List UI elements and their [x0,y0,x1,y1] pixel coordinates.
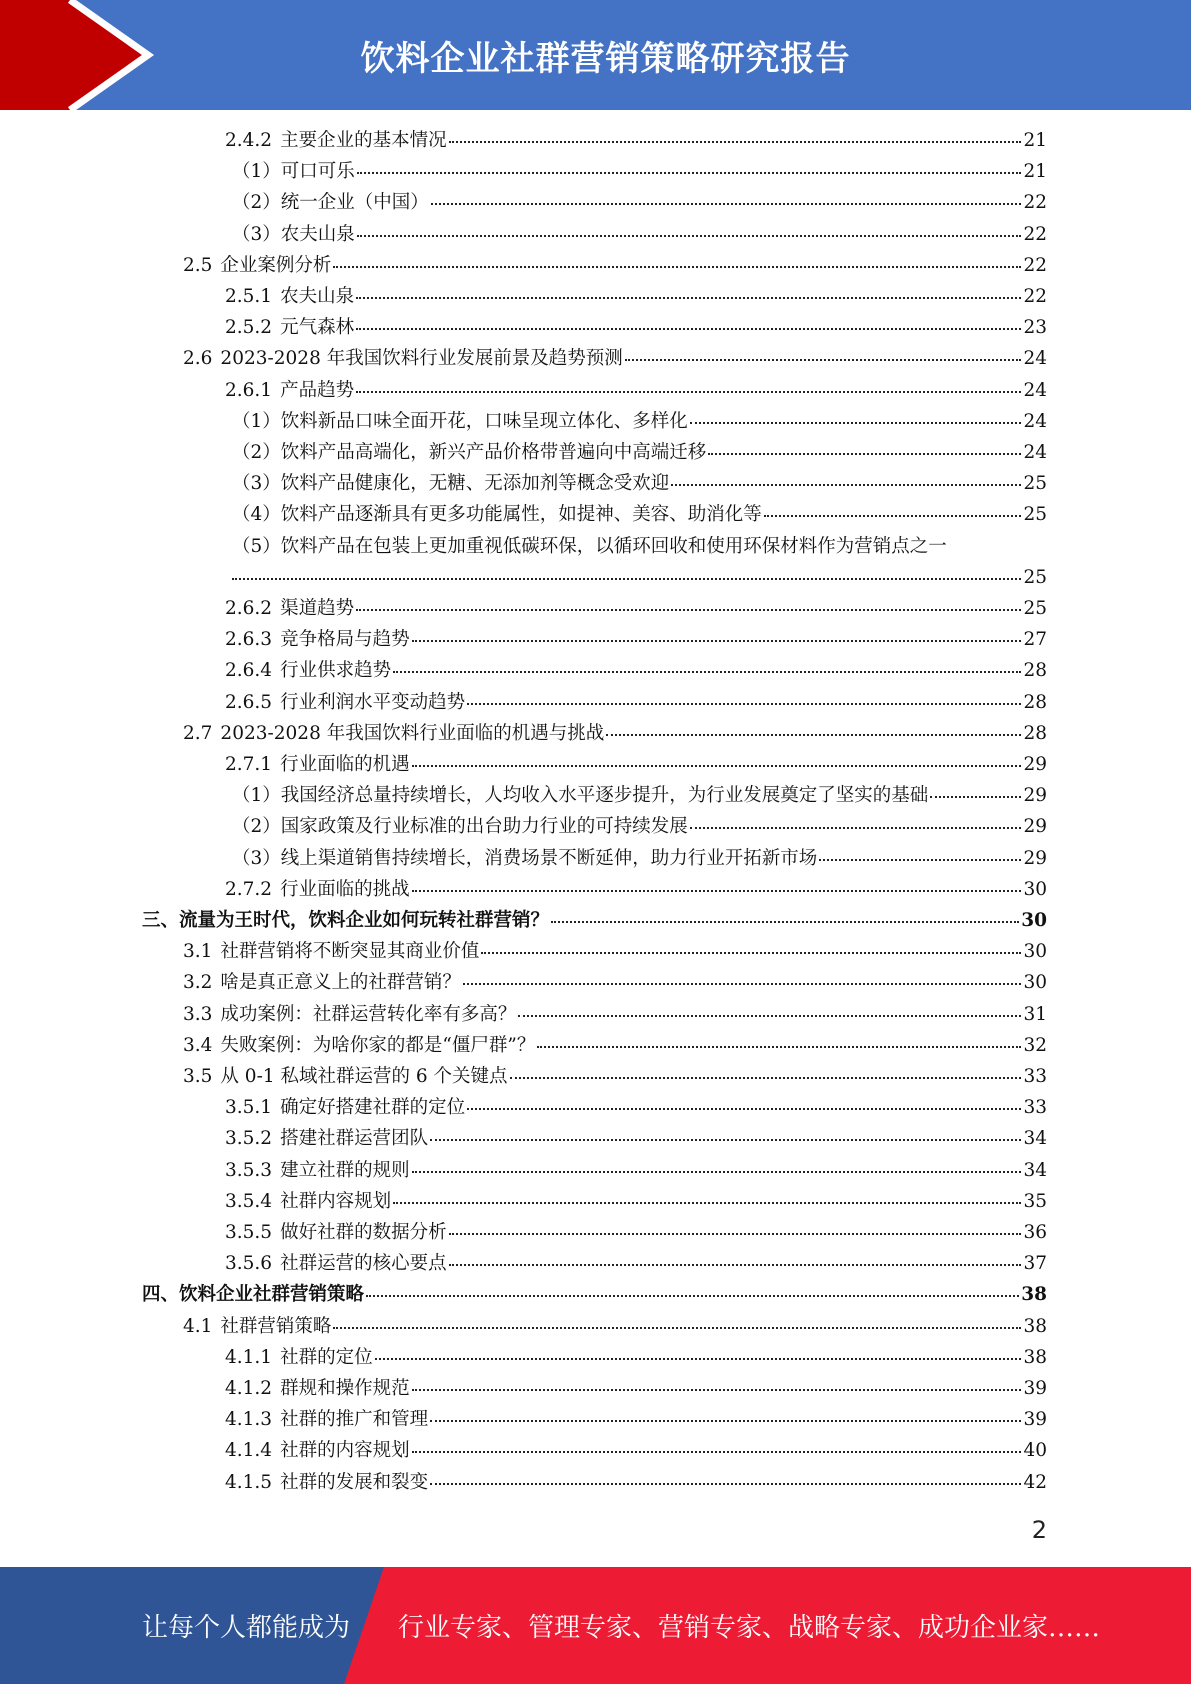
toc-leader-dots [412,1171,1022,1173]
toc-entry-title: （1）可口可乐 [232,161,355,183]
toc-entry-number: 3.5.5 [225,1222,273,1243]
toc-leader-dots [412,890,1022,892]
toc-entry[interactable] [225,1405,1047,1435]
toc-leader-dots [430,1139,1021,1141]
toc-entry[interactable] [225,625,1047,655]
toc-entry-number: 2.6.1 [225,379,273,401]
toc-leader-dots [671,484,1021,486]
toc-entry-page: 24 [1023,442,1047,463]
toc-entry-number: 3.4 [183,1034,213,1056]
toc-entry-number: 3.5.6 [225,1253,273,1275]
toc-entry-title: （3）农夫山泉 [232,223,355,245]
toc-entry-title: 农夫山泉 [280,286,355,307]
toc-entry-title: 从 0-1 私域社群运营的 6 个关键点 [220,1066,508,1087]
toc-entry-page: 39 [1023,1409,1047,1431]
toc-leader-dots [393,671,1021,673]
toc-entry-page: 25 [1023,473,1047,495]
toc-leader-dots [481,952,1021,954]
toc-entry-page: 22 [1023,286,1047,307]
toc-entry-page: 31 [1023,1003,1047,1025]
toc-leader-dots [930,796,1021,798]
toc-leader-dots [431,203,1022,205]
toc-entry-page: 33 [1023,1097,1047,1119]
toc-entry[interactable] [225,750,1047,780]
footer-slogan-left: 让每个人都能成为 [142,1613,351,1643]
toc-leader-dots [690,422,1022,424]
toc-entry-title: 社群的内容规划 [280,1440,410,1462]
toc-entry[interactable] [232,220,1047,250]
toc-leader-dots [764,515,1022,517]
toc-entry-title: 2023-2028 年我国饮料行业面临的机遇与挑战 [220,722,605,744]
toc-entry[interactable] [232,469,1047,499]
toc-entry-title: 社群的发展和裂变 [280,1471,429,1493]
toc-entry-page: 23 [1023,317,1047,339]
toc-entry-title: （4）饮料产品逐渐具有更多功能属性，如提神、美容、助消化等 [232,504,762,526]
toc-entry-title: 产品趋势 [280,379,355,401]
toc-entry-title: 啥是真正意义上的社群营销？ [220,972,461,994]
toc-leader-dots [819,859,1021,861]
toc-entry-page: 38 [1023,1315,1047,1337]
toc-leader-dots [356,391,1021,393]
toc-entry-page: 34 [1023,1128,1047,1150]
toc-entry-number: 3.2 [183,972,213,994]
toc-entry-number: 4.1.2 [225,1378,273,1399]
toc-leader-dots [449,141,1022,143]
toc-entry[interactable] [232,438,1047,468]
toc-entry-title: 行业利润水平变动趋势 [280,691,466,713]
toc-entry-title: （5）饮料产品在包装上更加重视低碳环保，以循环回收和使用环保材料作为营销点之一 [232,535,947,557]
toc-leader-dots [412,765,1022,767]
toc-entry-page: 24 [1023,379,1047,401]
toc-entry[interactable] [183,1312,1047,1342]
toc-entry-number: 4.1.5 [225,1471,273,1493]
toc-entry-title: 竞争格局与趋势 [280,629,410,651]
toc-entry[interactable] [232,188,1047,218]
toc-entry-page: 25 [1023,566,1047,588]
toc-entry[interactable] [230,563,1047,593]
toc-entry-number: 2.5 [183,254,213,276]
toc-entry-title: （3）饮料产品健康化，无糖、无添加剂等概念受欢迎 [232,473,670,495]
toc-entry-title: 行业面临的机遇 [280,754,410,775]
toc-entry-number: 4.1 [183,1315,213,1337]
toc-entry[interactable] [183,344,1047,374]
toc-entry-number: 3.1 [183,941,213,963]
toc-entry-number: 2.6.5 [225,691,273,713]
toc-entry-page: 42 [1023,1471,1047,1493]
toc-entry-page: 25 [1023,598,1047,619]
toc-entry[interactable] [232,844,1047,874]
toc-entry-number: 3.3 [183,1003,213,1025]
toc-entry-number: 3.5.3 [225,1159,273,1181]
toc-entry[interactable] [225,1468,1047,1498]
toc-entry-page: 39 [1023,1378,1047,1399]
toc-entry-number: 2.4.2 [225,130,273,151]
toc-entry-number: 2.7.1 [225,754,273,775]
toc-entry-number: 3.5.4 [225,1190,273,1212]
toc-entry-number: 4.1.4 [225,1440,273,1462]
toc-leader-dots [708,453,1021,455]
toc-entry-title: 确定好搭建社群的定位 [280,1097,466,1119]
toc-entry[interactable] [225,313,1047,343]
toc-leader-dots [518,1015,1021,1017]
toc-entry-title: 社群的推广和管理 [280,1409,429,1431]
toc-leader-dots [690,827,1022,829]
toc-entry-title: 三、流量为王时代，饮料企业如何玩转社群营销？ [142,910,550,931]
toc-entry-title: 渠道趋势 [280,598,355,619]
toc-entry[interactable] [225,1124,1047,1154]
toc-entry-title: 元气森林 [280,317,355,339]
toc-entry-page: 32 [1023,1034,1047,1056]
toc-entry[interactable] [232,157,1047,187]
toc-entry-title: 四、饮料企业社群营销策略 [142,1284,365,1306]
toc-entry[interactable] [225,376,1047,406]
toc-entry-number: 2.5.2 [225,317,273,339]
toc-entry-page: 29 [1023,847,1047,869]
toc-leader-dots [449,1233,1022,1235]
toc-entry[interactable] [225,1093,1047,1123]
toc-entry-title: 搭建社群运营团队 [280,1128,429,1150]
toc-entry-number: 3.5 [183,1066,213,1087]
toc-entry-page: 24 [1023,410,1047,432]
toc-entry[interactable] [232,781,1047,811]
toc-entry[interactable] [232,532,1047,562]
toc-entry[interactable] [183,937,1047,967]
toc-entry-number: 2.6.2 [225,598,273,619]
toc-leader-dots [537,1046,1021,1048]
toc-entry-title: （1）饮料新品口味全面开花，口味呈现立体化、多样化 [232,410,688,432]
toc-entry-title: （2）饮料产品高端化，新兴产品价格带普遍向中高端迁移 [232,442,707,463]
toc-entry-title: （2）国家政策及行业标准的出台助力行业的可持续发展 [232,816,688,838]
toc-entry-page: 28 [1023,660,1047,682]
toc-entry[interactable] [225,594,1047,624]
toc-leader-dots [356,609,1021,611]
footer-slogan-right: 行业专家、管理专家、营销专家、战略专家、成功企业家…… [398,1613,1101,1643]
toc-entry-title: 社群运营的核心要点 [280,1253,447,1275]
toc-leader-dots [357,172,1022,174]
toc-leader-dots [467,703,1021,705]
toc-leader-dots [625,359,1022,361]
toc-entry-title: 社群内容规划 [280,1190,392,1212]
toc-entry-page: 21 [1023,161,1047,183]
toc-entry[interactable] [183,1000,1047,1030]
toc-leader-dots [375,1358,1022,1360]
toc-entry-page: 28 [1023,722,1047,744]
toc-entry[interactable] [225,1218,1047,1248]
toc-entry-page: 28 [1023,691,1047,713]
toc-entry-number: 2.7.2 [225,878,273,900]
toc-entry-page: 29 [1023,816,1047,838]
toc-leader-dots [463,983,1022,985]
toc-leader-dots [366,1295,1019,1297]
toc-entry-title: 做好社群的数据分析 [280,1222,447,1243]
toc-entry[interactable] [232,407,1047,437]
toc-entry[interactable] [225,282,1047,312]
toc-entry-page: 37 [1023,1253,1047,1275]
toc-leader-dots [356,297,1021,299]
toc-entry-page: 40 [1023,1440,1047,1462]
toc-entry-number: 4.1.3 [225,1409,273,1431]
toc-leader-dots [412,640,1022,642]
toc-entry-page: 21 [1023,130,1047,151]
toc-entry-number: 2.5.1 [225,286,273,307]
toc-leader-dots [412,1389,1022,1391]
toc-entry-title: （1）我国经济总量持续增长，人均收入水平逐步提升，为行业发展奠定了坚实的基础 [232,785,929,807]
toc-entry[interactable] [183,1031,1047,1061]
toc-leader-dots [412,1451,1022,1453]
toc-leader-dots [551,921,1019,923]
toc-entry-number: 3.5.2 [225,1128,273,1150]
toc-entry[interactable] [142,1280,1047,1310]
toc-entry-title: 2023-2028 年我国饮料行业发展前景及趋势预测 [220,348,623,370]
page-footer [0,1567,1191,1684]
toc-entry[interactable] [183,719,1047,749]
toc-leader-dots [606,734,1021,736]
toc-entry[interactable] [225,688,1047,718]
toc-entry-page: 36 [1023,1222,1047,1243]
toc-entry-page: 22 [1023,254,1047,276]
toc-leader-dots [449,1264,1022,1266]
toc-entry-number: 4.1.1 [225,1346,273,1368]
toc-entry-title: 社群营销策略 [220,1315,332,1337]
toc-entry-page: 25 [1023,504,1047,526]
toc-entry-title: 主要企业的基本情况 [280,130,447,151]
toc-entry-title: 行业面临的挑战 [280,878,410,900]
page-header [0,0,1191,110]
toc-entry[interactable] [183,968,1047,998]
toc-entry-title: （2）统一企业（中国） [232,192,429,214]
toc-entry-title: 社群营销将不断突显其商业价值 [220,941,480,963]
toc-entry-title: 群规和操作规范 [280,1378,410,1399]
toc-entry[interactable] [225,656,1047,686]
toc-entry-title: （3）线上渠道销售持续增长，消费场景不断延伸，助力行业开拓新市场 [232,847,818,869]
toc-leader-dots [356,328,1021,330]
toc-entry[interactable] [183,1062,1047,1092]
page-number: 2 [1031,1516,1047,1544]
toc-entry[interactable] [225,875,1047,905]
toc-entry-page: 35 [1023,1190,1047,1212]
toc-entry-page: 29 [1023,754,1047,775]
toc-entry-page: 38 [1023,1346,1047,1368]
toc-entry-title: 行业供求趋势 [280,660,392,682]
toc-entry-page: 33 [1023,1066,1047,1087]
toc-entry-title: 成功案例：社群运营转化率有多高？ [220,1003,517,1025]
toc-leader-dots [232,578,1021,580]
toc-entry-page: 30 [1023,941,1047,963]
toc-leader-dots [430,1420,1021,1422]
toc-entry-page: 30 [1021,910,1047,931]
toc-leader-dots [333,266,1021,268]
toc-entry-title: 社群的定位 [280,1346,373,1368]
toc-entry[interactable] [225,1249,1047,1279]
toc-entry[interactable] [225,1156,1047,1186]
toc-entry-title: 失败案例：为啥你家的都是“僵尸群”？ [220,1034,536,1056]
toc-entry-page: 34 [1023,1159,1047,1181]
toc-entry[interactable] [225,1343,1047,1373]
toc-entry-page: 30 [1023,972,1047,994]
toc-entry[interactable] [183,251,1047,281]
toc-entry-page: 24 [1023,348,1047,370]
toc-entry-number: 2.6.4 [225,660,273,682]
toc-entry-number: 3.5.1 [225,1097,273,1119]
toc-entry-page: 22 [1023,192,1047,214]
toc-entry-page: 27 [1023,629,1047,651]
toc-entry-title: 建立社群的规则 [280,1159,410,1181]
toc-leader-dots [357,235,1022,237]
toc-leader-dots [430,1483,1021,1485]
toc-entry[interactable] [225,126,1047,156]
toc-entry[interactable] [225,1436,1047,1466]
toc-entry[interactable] [232,812,1047,842]
toc-entry[interactable] [142,906,1047,936]
toc-entry-page: 30 [1023,878,1047,900]
toc-entry-page: 22 [1023,223,1047,245]
toc-leader-dots [467,1108,1021,1110]
toc-leader-dots [333,1327,1021,1329]
toc-entry-page: 38 [1021,1284,1047,1306]
toc-entry-title: 企业案例分析 [220,254,332,276]
toc-entry-number: 2.7 [183,722,213,744]
toc-leader-dots [510,1077,1022,1079]
toc-entry[interactable] [232,500,1047,530]
toc-entry-number: 2.6.3 [225,629,273,651]
toc-entry[interactable] [225,1374,1047,1404]
document-title: 饮料企业社群营销策略研究报告 [360,38,851,79]
toc-entry-number: 2.6 [183,348,213,370]
toc-entry[interactable] [225,1187,1047,1217]
toc-leader-dots [393,1202,1021,1204]
toc-entry-page: 29 [1023,785,1047,807]
